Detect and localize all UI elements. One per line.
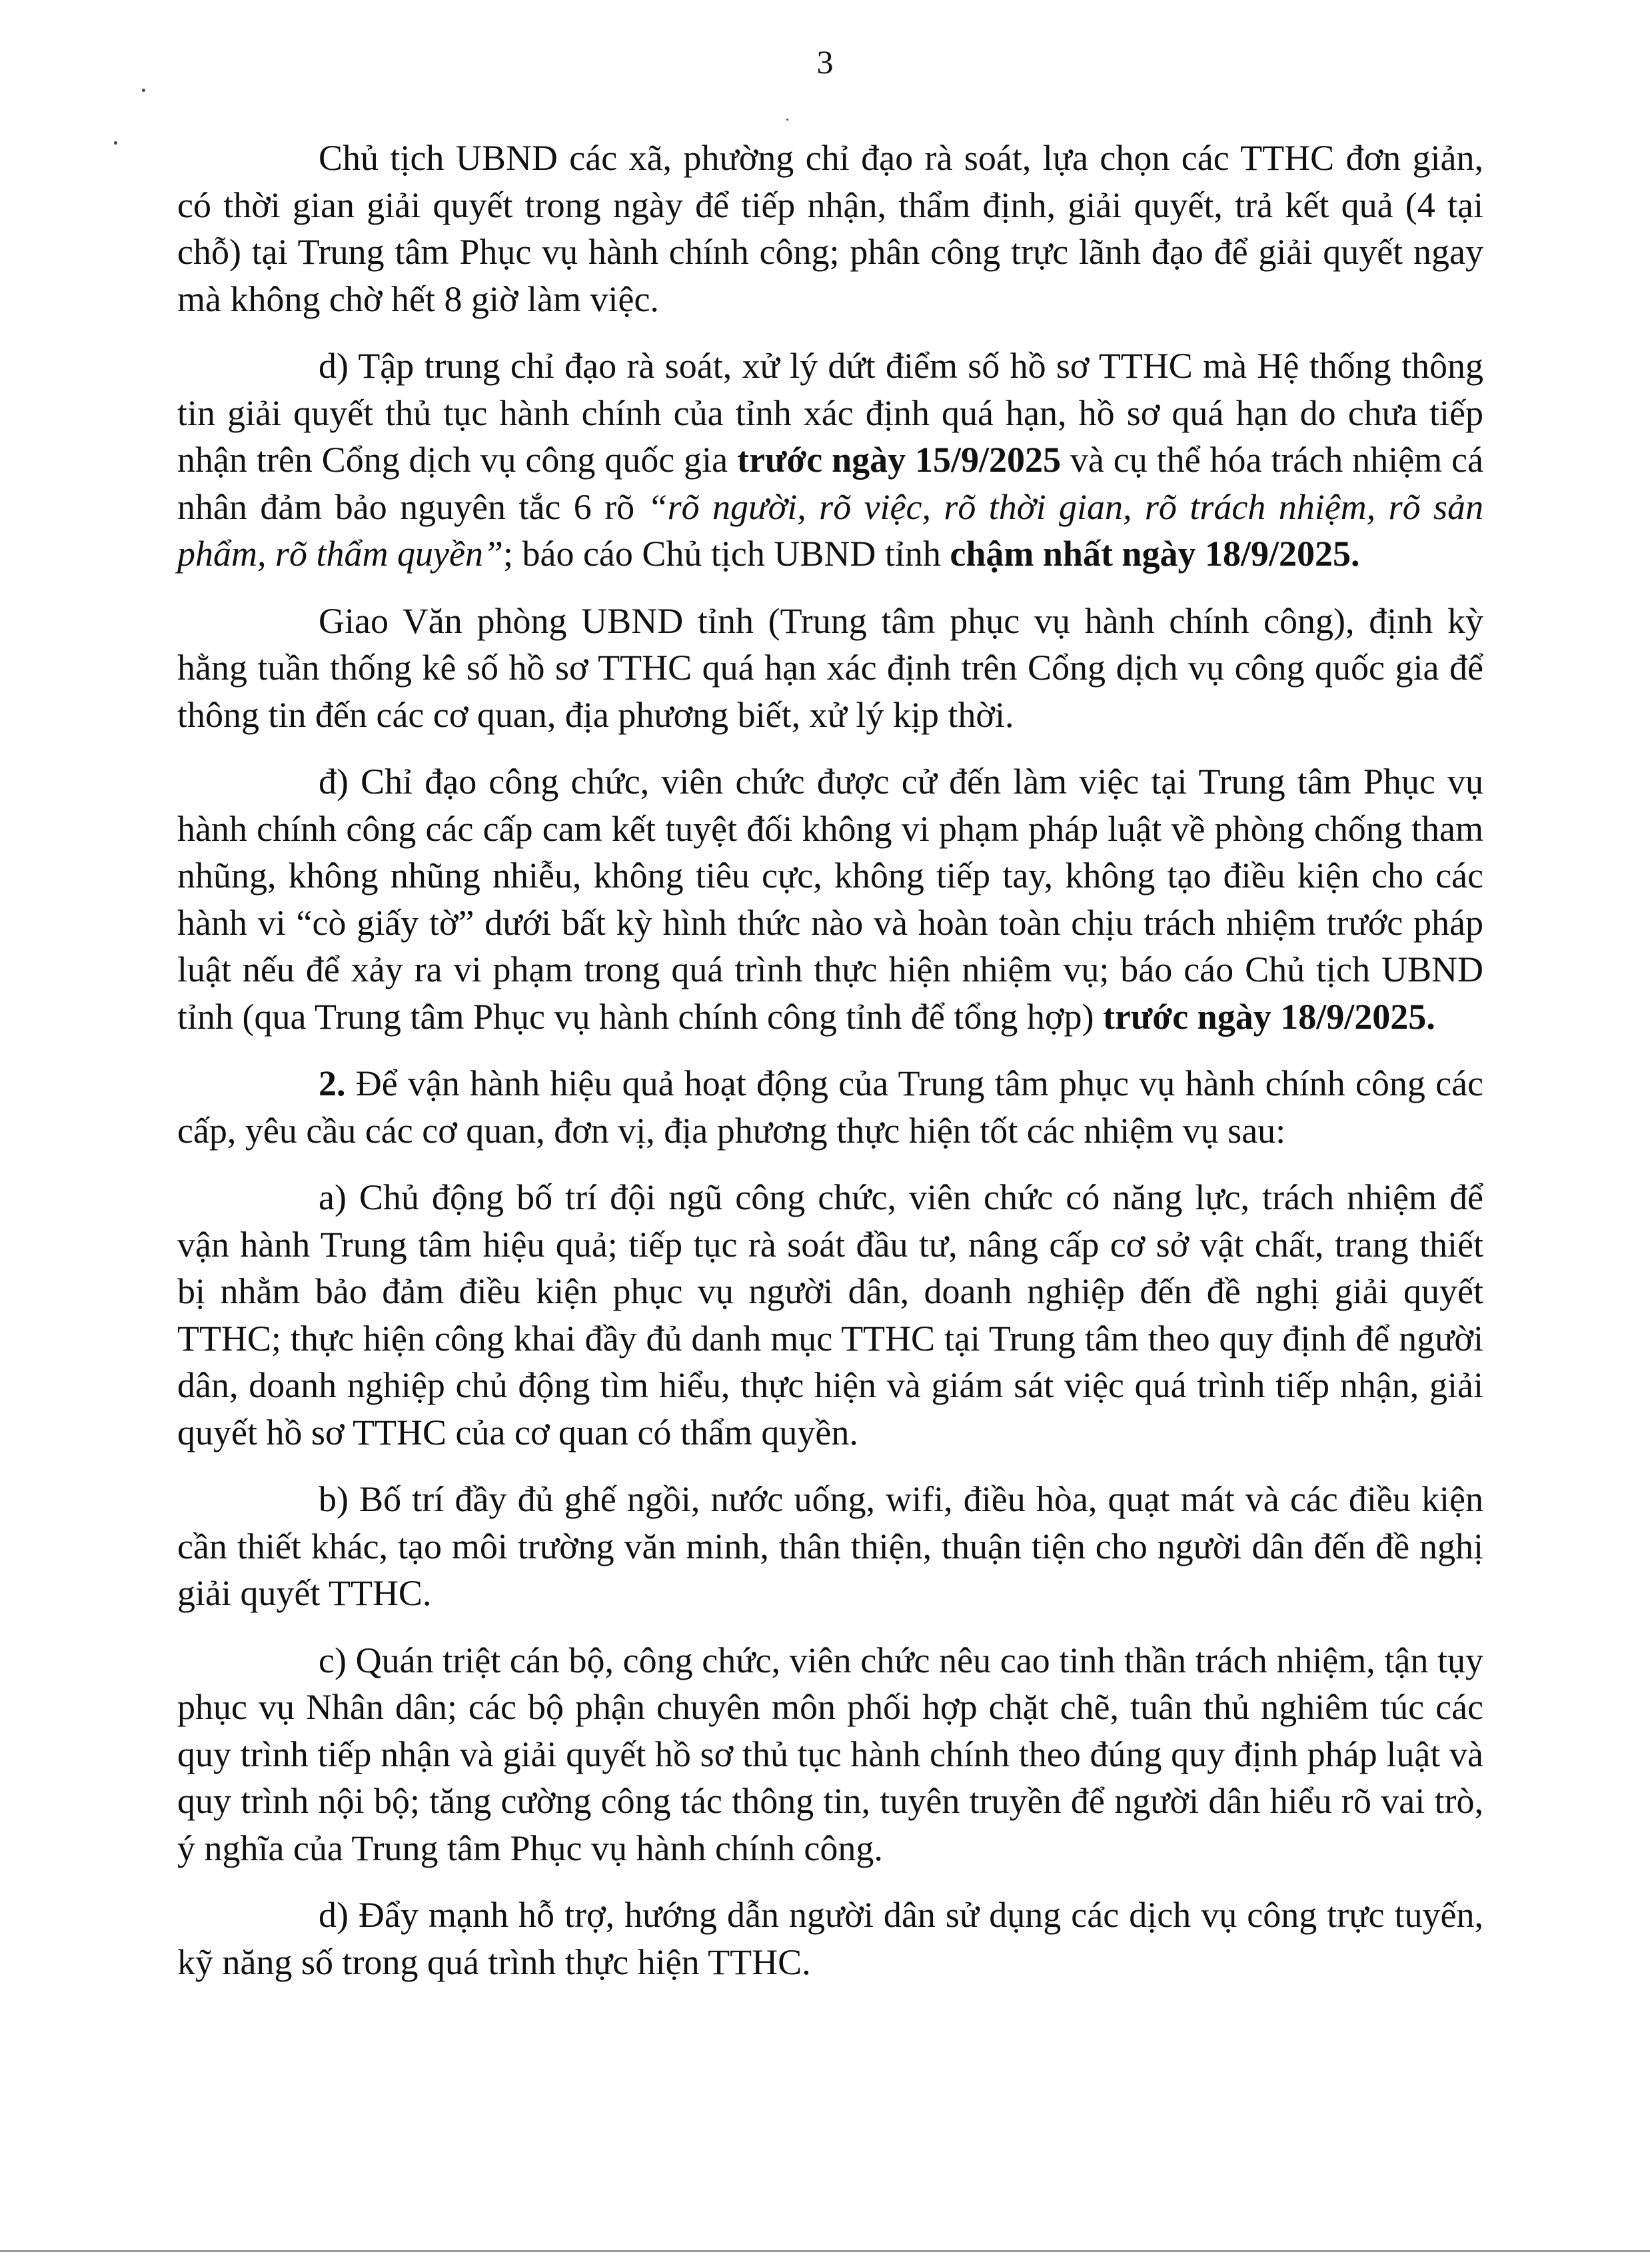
text-run: Giao Văn phòng UBND tỉnh (Trung tâm phục vụ hành chính công), định kỳ hằng tuần thống kê số hồ sơ TTHC quá hạn xác định trên Cổng dịch vụ công quốc gia để thông tin đến các cơ quan, địa phương biết, xử lý kịp thời. — [177, 600, 1483, 735]
bold-text: chậm nhất ngày 18/9/2025. — [950, 534, 1360, 574]
paragraph — [177, 1476, 1483, 1617]
paragraph — [177, 135, 1483, 322]
italic-text: “rõ người, rõ việc, rõ thời gian, rõ trách nhiệm, rõ sản phẩm, rõ thẩm quyền” — [177, 486, 1483, 574]
text-run: c) Quán triệt cán bộ, công chức, viên chức nêu cao tinh thần trách nhiệm, tận tụy phục vụ Nhân dân; các bộ phận chuyên môn phối hợp chặt chẽ, tuân thủ nghiêm túc các quy trình tiếp nhận và giải quyết hồ sơ thủ tục hành chính theo đúng quy định pháp luật và quy trình nội bộ; tăng cường công tác thông tin, tuyên truyền để người dân hiểu rõ vai trò, ý nghĩa của Trung tâm Phục vụ hành chính công. — [177, 1640, 1483, 1868]
text-run: d) Tập trung chỉ đạo rà soát, xử lý dứt điểm số hồ sơ TTHC mà Hệ thống thông tin giải quyết thủ tục hành chính của tỉnh xác định quá hạn, hồ sơ quá hạn do chưa tiếp nhận trên Cổng dịch vụ công quốc gia — [177, 346, 1483, 480]
scan-speck — [786, 119, 788, 121]
bold-text: trước ngày 18/9/2025. — [1102, 996, 1435, 1037]
text-run: Để vận hành hiệu quả hoạt động của Trung tâm phục vụ hành chính công các cấp, yêu cầu các cơ quan, đơn vị, địa phương thực hiện tốt các nhiệm vụ sau: — [177, 1063, 1483, 1151]
text-run: và cụ thể hóa trách nhiệm cá nhân đảm bảo nguyên tắc 6 rõ — [177, 440, 1483, 527]
paragraph — [177, 598, 1483, 739]
text-run: ; báo cáo Chủ tịch UBND tỉnh — [502, 534, 950, 574]
text-run: đ) Chỉ đạo công chức, viên chức được cử đến làm việc tại Trung tâm Phục vụ hành chính công các cấp cam kết tuyệt đối không vi phạm pháp luật về phòng chống tham nhũng, không nhũng nhiễu, không tiêu cực, không tiếp tay, không tạo điều kiện cho các hành vi “cò giấy tờ” dưới bất kỳ hình thức nào và hoàn toàn chịu trách nhiệm trước pháp luật nếu để xảy ra vi phạm trong quá trình thực hiện nhiệm vụ; báo cáo Chủ tịch UBND tỉnh (qua Trung tâm Phục vụ hành chính công tỉnh để tổng hợp) — [177, 762, 1483, 1037]
paragraph — [177, 1174, 1483, 1456]
paragraph — [177, 342, 1483, 578]
paragraph — [177, 758, 1483, 1040]
paragraph — [177, 1637, 1483, 1872]
document-body — [177, 135, 1483, 2005]
paragraph — [177, 1892, 1483, 1985]
text-run: d) Đẩy mạnh hỗ trợ, hướng dẫn người dân sử dụng các dịch vụ công trực tuyến, kỹ năng số trong quá trình thực hiện TTHC. — [177, 1895, 1483, 1982]
bold-text: trước ngày 15/9/2025 — [736, 440, 1062, 480]
bold-text: 2. — [319, 1063, 346, 1103]
paragraph — [177, 1060, 1483, 1154]
text-run: a) Chủ động bố trí đội ngũ công chức, viên chức có năng lực, trách nhiệm để vận hành Trung tâm hiệu quả; tiếp tục rà soát đầu tư, nâng cấp cơ sở vật chất, trang thiết bị nhằm bảo đảm điều kiện phục vụ người dân, doanh nghiệp đến đề nghị giải quyết TTHC; thực hiện công khai đầy đủ danh mục TTHC tại Trung tâm theo quy định để người dân, doanh nghiệp chủ động tìm hiểu, thực hiện và giám sát việc quá trình tiếp nhận, giải quyết hồ sơ TTHC của cơ quan có thẩm quyền. — [177, 1177, 1483, 1452]
scan-edge-line — [0, 2250, 1650, 2252]
page-number: 3 — [816, 43, 834, 81]
text-run: Chủ tịch UBND các xã, phường chỉ đạo rà soát, lựa chọn các TTHC đơn giản, có thời gian giải quyết trong ngày để tiếp nhận, thẩm định, giải quyết, trả kết quả (4 tại chỗ) tại Trung tâm Phục vụ hành chính công; phân công trực lãnh đạo để giải quyết ngay mà không chờ hết 8 giờ làm việc. — [177, 138, 1483, 319]
scan-speck — [114, 141, 117, 145]
text-run: b) Bố trí đầy đủ ghế ngồi, nước uống, wifi, điều hòa, quạt mát và các điều kiện cần thiết khác, tạo môi trường văn minh, thân thiện, thuận tiện cho người dân đến đề nghị giải quyết TTHC. — [177, 1479, 1483, 1613]
scan-speck — [142, 89, 145, 92]
